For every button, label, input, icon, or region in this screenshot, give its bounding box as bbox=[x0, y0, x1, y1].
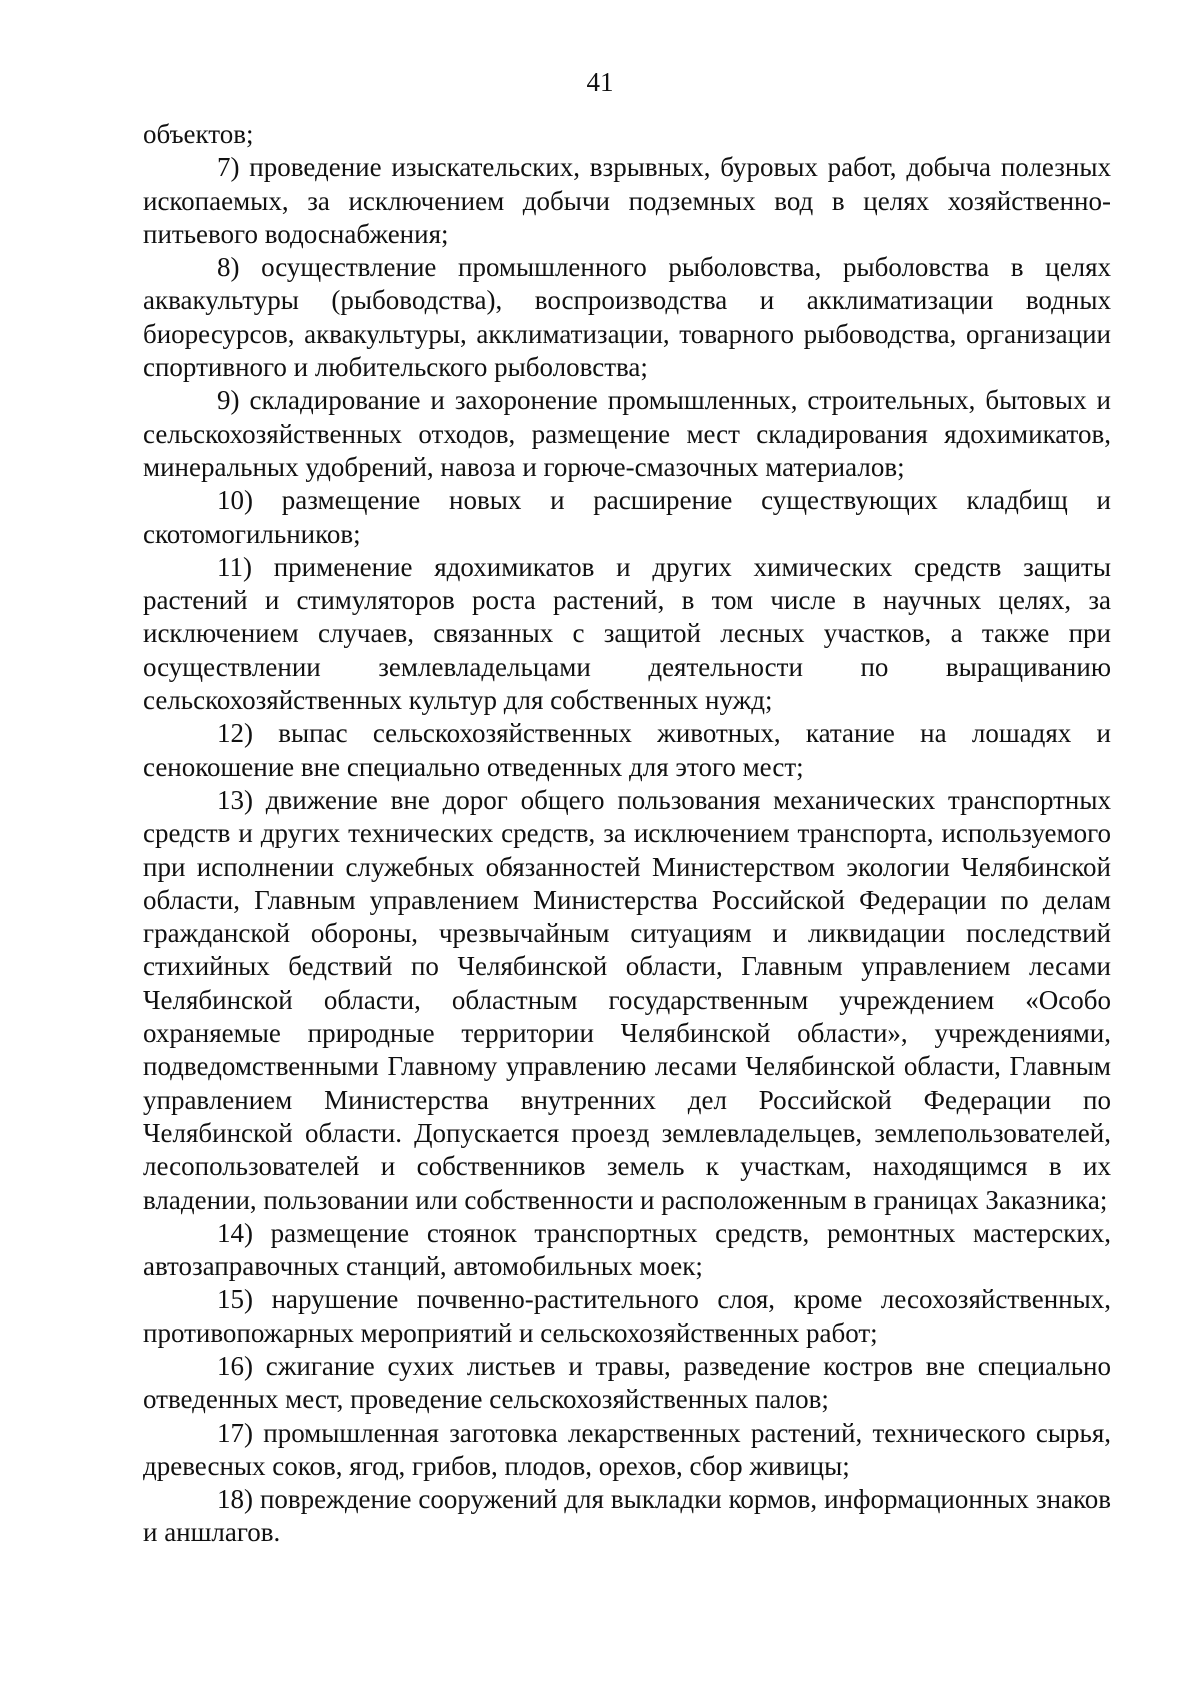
paragraph-continuation: объектов; bbox=[143, 119, 254, 149]
paragraph-item-12: 12) выпас сельскохозяйственных животных, катание на лошадях и сенокошение вне специально отведенных для этого мест; bbox=[143, 718, 1111, 782]
paragraph-item-10: 10) размещение новых и расширение существующих кладбищ и скотомогильников; bbox=[143, 485, 1111, 549]
paragraph-item-18: 18) повреждение сооружений для выкладки кормов, информационных знаков и аншлагов. bbox=[143, 1484, 1111, 1548]
document-body bbox=[143, 118, 1111, 1550]
paragraph-item-17: 17) промышленная заготовка лекарственных растений, технического сырья, древесных соков, ягод, грибов, плодов, орехов, сбор живицы; bbox=[143, 1417, 1111, 1481]
paragraph-item-16: 16) сжигание сухих листьев и травы, разведение костров вне специально отведенных мест, проведение сельскохозяйственных палов; bbox=[143, 1350, 1111, 1415]
paragraph-item-15: 15) нарушение почвенно-растительного слоя, кроме лесохозяйственных, противопожарных мероприятий и сельскохозяйственных работ; bbox=[143, 1284, 1111, 1348]
paragraph-item-7: 7) проведение изыскательских, взрывных, буровых работ, добыча полезных ископаемых, за исключением добычи подземных вод в целях хозяйственно-питьевого водоснабжения; bbox=[143, 152, 1111, 249]
paragraph-item-9: 9) складирование и захоронение промышленных, строительных, бытовых и сельскохозяйственных отходов, размещение мест складирования ядохимикатов, минеральных удобрений, навоза и горюче-смазочных материалов; bbox=[143, 385, 1111, 482]
page-number: 41 bbox=[586, 67, 614, 97]
paragraph-item-8: 8) осуществление промышленного рыболовства, рыболовства в целях аквакультуры (рыбоводства), воспроизводства и акклиматизации водных биоресурсов, аквакультуры, акклиматизации, товарного рыбоводства, организации спортивного и любительского рыболовства; bbox=[143, 252, 1111, 383]
paragraph-item-11: 11) применение ядохимикатов и других химических средств защиты растений и стимуляторов роста растений, в том числе в научных целях, за исключением случаев, связанных с защитой лесных участков, а также при осуществлении землевладельцами деятельности по выращиванию сельскохозяйственных культур для собственных нужд; bbox=[143, 551, 1111, 716]
paragraph-item-14: 14) размещение стоянок транспортных средств, ремонтных мастерских, автозаправочных станций, автомобильных моек; bbox=[143, 1217, 1111, 1282]
paragraph-item-13: 13) движение вне дорог общего пользования механических транспортных средств и других технических средств, за исключением транспорта, используемого при исполнении служебных обязанностей Министерством экологии Челябинской области, Главным управлением Министерства Российской Федерации по делам гражданской обороны, чрезвычайным ситуациям и ликвидации последствий стихийных бедствий по Челябинской области, Главным управлением лесами Челябинской области, областным государственным учреждением «Особо охраняемые природные территории Челябинской области», учреждениями, подведомственными Главному управлению лесами Челябинской области, Главным управлением Министерства внутренних дел Российской Федерации по Челябинской области. Допускается проезд землевладельцев, землепользователей, лесопользователей и собственников земель к участкам, находящимся в их владении, пользовании или собственности и расположенным в границах Заказника; bbox=[143, 784, 1111, 1215]
